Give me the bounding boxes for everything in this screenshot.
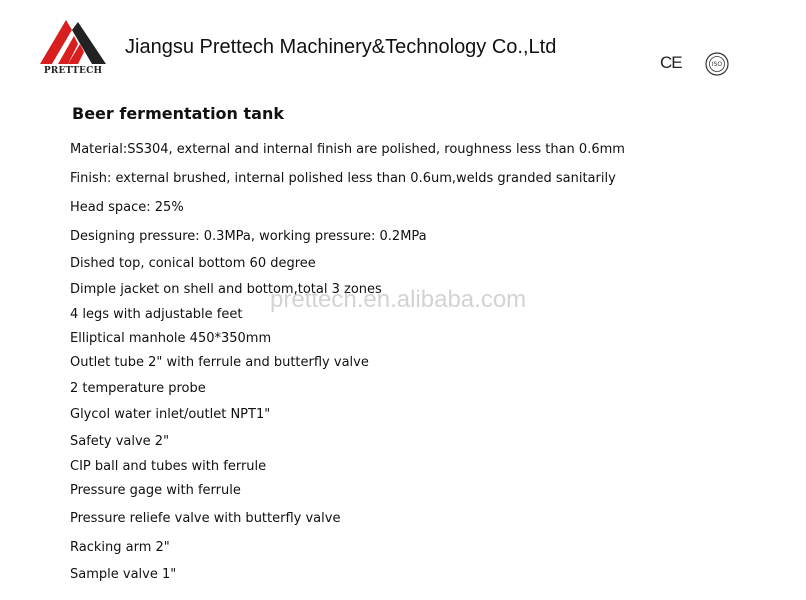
spec-line: Material:SS304, external and internal finish are polished, roughness less than 0.6mm [70,142,625,157]
spec-line: Safety valve 2" [70,434,170,449]
company-name: Jiangsu Prettech Machinery&Technology Co.,Ltd [125,36,557,58]
spec-line: Finish: external brushed, internal polished less than 0.6um,welds granded sanitarily [70,171,616,186]
spec-line: CIP ball and tubes with ferrule [70,459,267,474]
spec-line: Glycol water inlet/outlet NPT1" [70,407,271,422]
watermark: prettech.en.alibaba.com [270,286,527,313]
spec-line: Dished top, conical bottom 60 degree [70,256,316,271]
iso-certification-icon [705,52,729,76]
spec-line: Pressure gage with ferrule [70,483,241,498]
spec-line: Pressure reliefe valve with butterfly valve [70,511,341,526]
spec-line: 2 temperature probe [70,381,206,396]
spec-line: Head space: 25% [70,200,184,215]
spec-line: Elliptical manhole 450*350mm [70,331,272,346]
page-title: Beer fermentation tank [72,104,284,123]
spec-line: Dimple jacket on shell and bottom,total 3 zones [70,282,382,297]
spec-line: Sample valve 1" [70,567,177,582]
spec-line: Designing pressure: 0.3MPa, working pressure: 0.2MPa [70,229,427,244]
logo-text: PRETTECH [43,66,103,76]
spec-line: Outlet tube 2" with ferrule and butterfly valve [70,355,369,370]
spec-line: Racking arm 2" [70,540,170,555]
svg-text:ISO: ISO [711,61,723,68]
spec-line: 4 legs with adjustable feet [70,307,243,322]
ce-mark: CE [660,53,682,72]
